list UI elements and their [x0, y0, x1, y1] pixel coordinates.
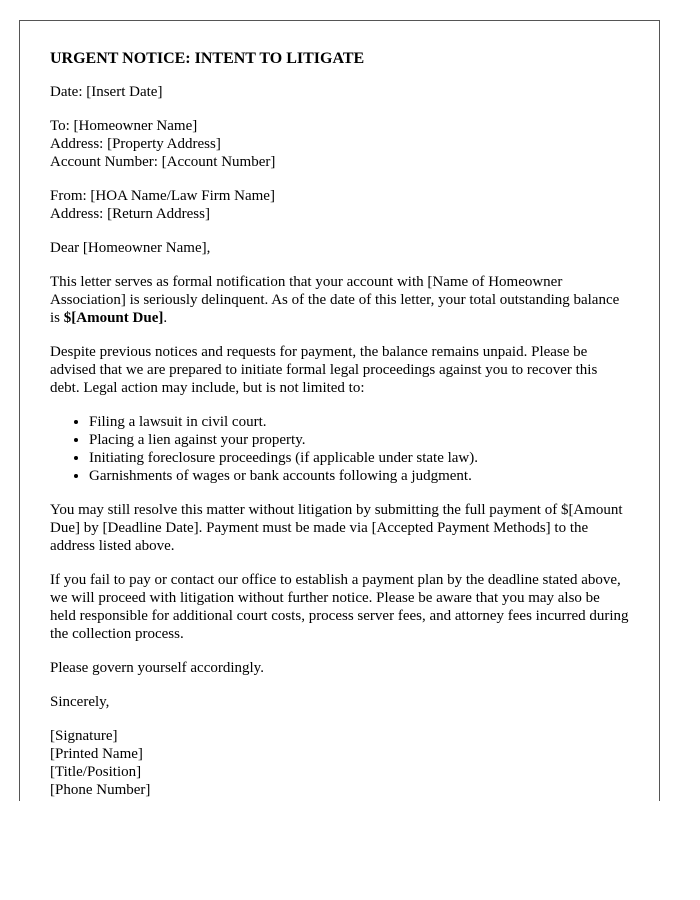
recipient-block [50, 117, 629, 171]
legal-action-list [50, 413, 629, 485]
phone-number: [Phone Number] [50, 782, 151, 798]
recipient-account-number: Account Number: [Account Number] [50, 154, 276, 170]
printed-name: [Printed Name] [50, 746, 143, 762]
recipient-name: To: [Homeowner Name] [50, 118, 198, 134]
list-item: • Filing a lawsuit in civil court. [89, 413, 629, 431]
paragraph-govern: Please govern yourself accordingly. [50, 660, 264, 676]
paragraph-resolution: You may still resolve this matter without litigation by submitting the full payment of $[Amount Due] by [Deadline Date]. Payment must be made via [Accepted Payment Methods] to the address listed above. [50, 502, 623, 554]
date-line: Date: [Insert Date] [50, 84, 163, 100]
paragraph-delinquency-text: This letter serves as formal notification that your account with [Name of Homeowner Association] is seriously delinquent. As of the date of this letter, your total outstanding balance is [50, 274, 620, 326]
letter-title: URGENT NOTICE: INTENT TO LITIGATE [50, 50, 365, 67]
paragraph-delinquency [50, 273, 629, 327]
paragraph-delinquency-end: . [163, 310, 168, 326]
recipient-address: Address: [Property Address] [50, 136, 221, 152]
letter-document [19, 20, 660, 801]
sender-name: From: [HOA Name/Law Firm Name] [50, 188, 275, 204]
amount-due: $[Amount Due] [63, 310, 164, 326]
list-item: • Initiating foreclosure proceedings (if applicable under state law). [89, 449, 629, 467]
salutation: Dear [Homeowner Name], [50, 240, 211, 256]
signature-line: [Signature] [50, 728, 118, 744]
list-item: • Garnishments of wages or bank accounts following a judgment. [89, 467, 629, 485]
signature-block [50, 727, 629, 799]
paragraph-consequences: If you fail to pay or contact our office to establish a payment plan by the deadline stated above, we will proceed with litigation without further notice. Please be aware that you may also be held responsible for additional court costs, process server fees, and attorney fees incurred during the collection process. [50, 572, 629, 642]
list-item: • Placing a lien against your property. [89, 431, 629, 449]
paragraph-legal-action: Despite previous notices and requests for payment, the balance remains unpaid. Please be advised that we are prepared to initiate formal legal proceedings against you to recover this debt. Legal action may include, but is not limited to: [50, 344, 598, 396]
closing: Sincerely, [50, 694, 110, 710]
sender-block [50, 187, 629, 223]
title-position: [Title/Position] [50, 764, 142, 780]
sender-address: Address: [Return Address] [50, 206, 210, 222]
